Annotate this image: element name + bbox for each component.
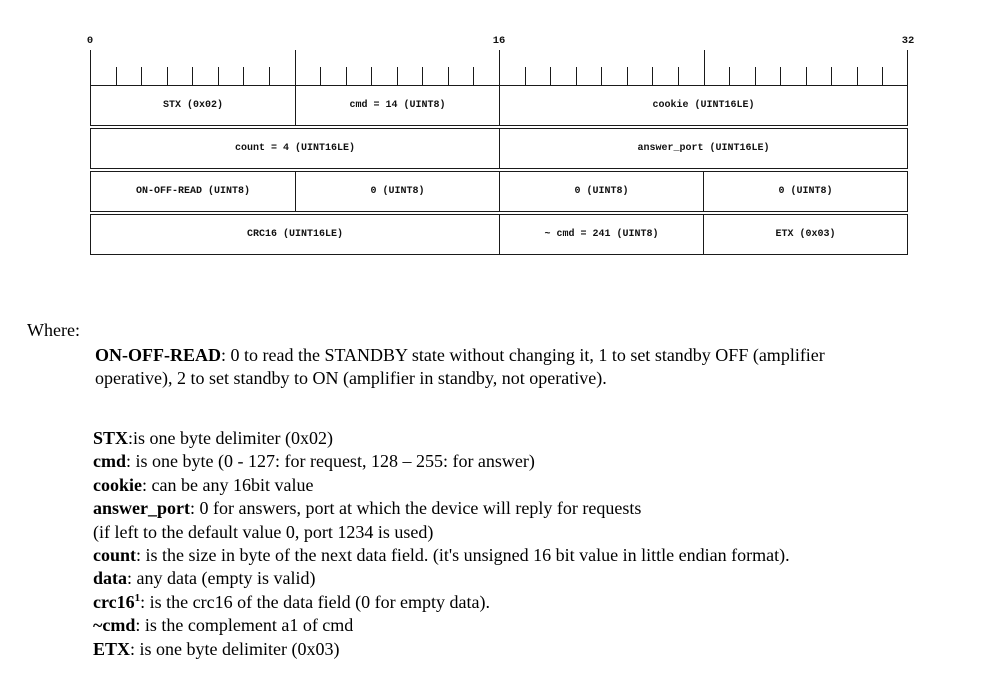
definition-line	[93, 497, 790, 520]
field-cell: CRC16 (UINT16LE)	[246, 229, 343, 240]
ruler-tick	[269, 67, 270, 85]
ruler-tick	[422, 67, 423, 85]
definition-term: crc16	[93, 591, 135, 612]
ruler-tick	[806, 67, 807, 85]
ruler-tick	[243, 67, 244, 85]
definition-desc: :is one byte delimiter (0x02)	[128, 428, 333, 448]
where-label: Where:	[27, 320, 80, 340]
field-cell: 0 (UINT8)	[499, 172, 703, 211]
packet-row	[90, 214, 908, 255]
packet-diagram	[86, 35, 915, 257]
definition-line	[93, 614, 790, 637]
ruler-tick	[218, 67, 219, 85]
field-cell: answer_port (UINT16LE)	[499, 129, 907, 168]
field-cell: cookie (UINT16LE)	[499, 86, 907, 125]
definitions-list	[93, 427, 790, 661]
ruler-tick	[397, 67, 398, 85]
definition-term: count	[93, 545, 137, 566]
field-cell: ~ cmd = 241 (UINT8)	[499, 215, 703, 254]
ruler-tick	[576, 67, 577, 85]
ruler-tick	[780, 67, 781, 85]
ruler-tick	[857, 67, 858, 85]
definition-line	[93, 450, 790, 473]
ruler-tick	[729, 67, 730, 85]
ruler-tick	[755, 67, 756, 85]
ruler-tick	[831, 67, 832, 85]
definition-desc: : 0 to read the STANDBY state without changing it, 1 to set standby OFF (amplifier operative), 2 to set standby to ON (amplifier in standby, not operative).	[95, 345, 825, 389]
ruler-tick	[116, 67, 117, 85]
definition-desc: : is one byte delimiter (0x03)	[130, 638, 340, 659]
ruler-label: 0	[86, 35, 94, 47]
ruler-tick	[167, 67, 168, 85]
field-cell: cmd = 14 (UINT8)	[295, 86, 499, 125]
definition-term: ETX	[93, 638, 131, 659]
ruler-tick	[371, 67, 372, 85]
ruler-tick	[525, 67, 526, 85]
ruler-tick	[448, 67, 449, 85]
ruler-label: 32	[901, 35, 915, 47]
ruler-tick	[601, 67, 602, 85]
definition-desc: : is one byte (0 - 127: for request, 128 – 255: for answer)	[126, 451, 535, 472]
ruler-tick	[678, 67, 679, 85]
ruler-tick	[704, 50, 705, 85]
definition-desc: (if left to the default value 0, port 1234 is used)	[93, 521, 434, 542]
definition-desc: : any data (empty is valid)	[127, 568, 316, 589]
definition-term-superscript: 1	[134, 591, 141, 604]
field-cell: STX (0x02)	[162, 100, 223, 111]
definition-desc: : is the complement a1 of cmd	[135, 615, 354, 636]
packet-rows	[90, 85, 908, 255]
definition-line	[93, 638, 790, 661]
ruler-tick	[295, 50, 296, 85]
definition-term: cmd	[93, 451, 126, 472]
field-cell: ON-OFF-READ (UINT8)	[135, 186, 251, 197]
bit-ruler	[86, 35, 915, 85]
definition-term: answer_port	[93, 498, 190, 519]
definition-line	[93, 544, 790, 567]
definition-line	[93, 427, 790, 450]
field-description-paragraph	[95, 344, 885, 391]
ruler-tick	[499, 50, 500, 85]
ruler-tick	[652, 67, 653, 85]
definition-term: ~cmd	[93, 615, 136, 636]
definition-term: cookie	[93, 474, 142, 495]
field-cell: 0 (UINT8)	[295, 172, 499, 211]
ruler-tick	[141, 67, 142, 85]
ruler-label: 16	[492, 35, 506, 47]
ruler-tick	[346, 67, 347, 85]
definition-line	[93, 521, 790, 544]
definition-line	[93, 591, 790, 614]
definition-term: data	[93, 568, 128, 589]
ruler-tick	[627, 67, 628, 85]
definition-desc: : can be any 16bit value	[142, 474, 314, 495]
field-cell: ETX (0x03)	[703, 215, 907, 254]
definition-desc: : is the size in byte of the next data field. (it's unsigned 16 bit value in little endian format).	[136, 545, 790, 566]
definition-desc: : 0 for answers, port at which the device will reply for requests	[190, 498, 642, 519]
ruler-tick	[882, 67, 883, 85]
packet-row	[90, 85, 908, 126]
ruler-tick	[550, 67, 551, 85]
ruler-tick	[90, 50, 91, 85]
definition-line	[93, 474, 790, 497]
ruler-tick	[907, 50, 908, 85]
definition-term: ON-OFF-READ	[95, 345, 221, 365]
ruler-tick	[320, 67, 321, 85]
packet-row	[90, 128, 908, 169]
field-cell: count = 4 (UINT16LE)	[234, 143, 356, 154]
definition-term: STX	[93, 428, 129, 448]
ruler-tick	[473, 67, 474, 85]
field-cell: 0 (UINT8)	[703, 172, 907, 211]
packet-row	[90, 171, 908, 212]
ruler-tick	[192, 67, 193, 85]
definition-line	[93, 567, 790, 590]
definition-desc: : is the crc16 of the data field (0 for empty data).	[140, 591, 491, 612]
